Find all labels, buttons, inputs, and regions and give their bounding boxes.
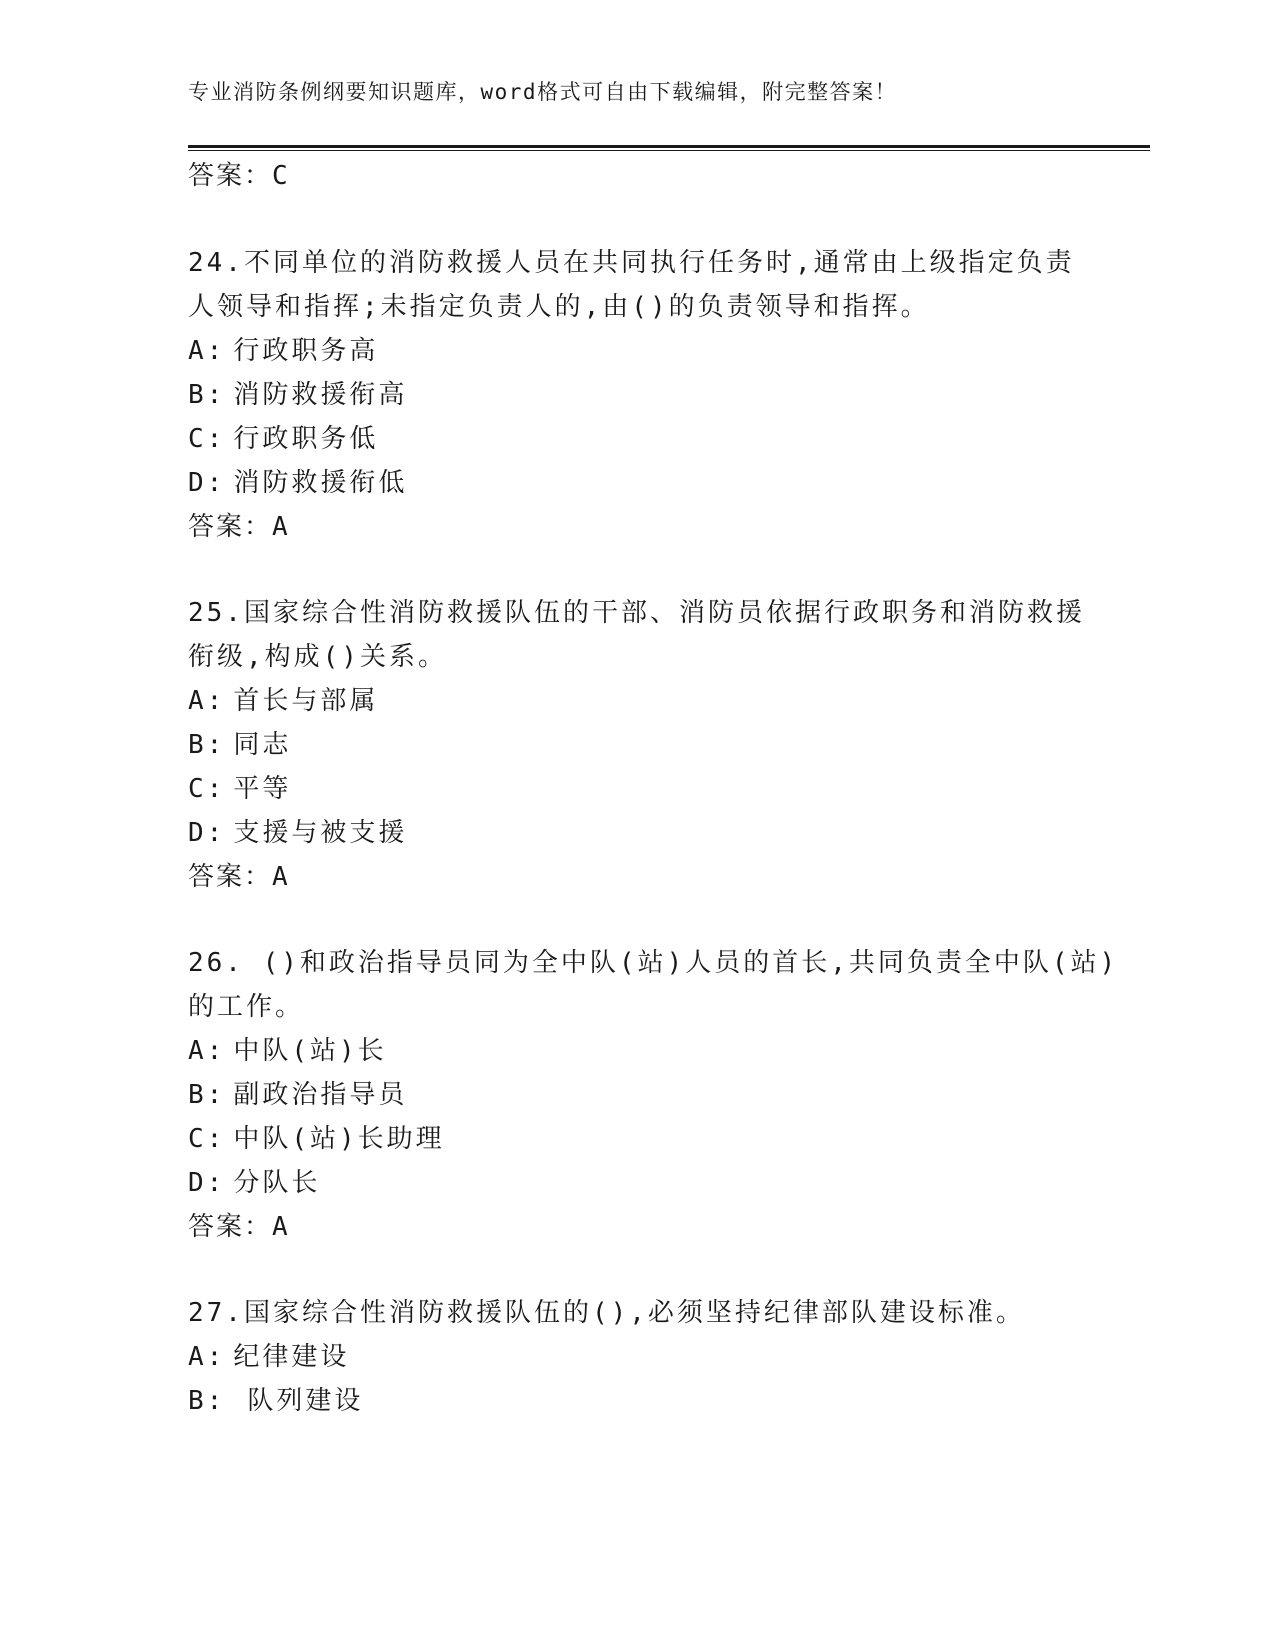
question-24-answer <box>188 506 290 543</box>
question-25-answer <box>188 856 290 893</box>
option-key: A: <box>188 336 226 366</box>
option-text: 首长与部属 <box>233 686 379 716</box>
page-header: 专业消防条例纲要知识题库，word格式可自由下载编辑，附完整答案！ <box>188 80 898 104</box>
option-text: 平等 <box>233 774 292 804</box>
question-24-option-b <box>188 374 407 411</box>
question-24-option-c <box>188 418 378 455</box>
option-key: D: <box>188 818 226 848</box>
option-text: 分队长 <box>233 1168 321 1198</box>
answer-line <box>188 155 290 192</box>
answer-label: 答案： <box>188 1212 273 1242</box>
answer-label: 答案： <box>188 161 273 191</box>
option-text: 消防救援衔高 <box>233 380 408 410</box>
option-key: D: <box>188 468 226 498</box>
question-25-option-d <box>188 812 407 849</box>
option-key: D: <box>188 1168 226 1198</box>
question-26-option-a <box>188 1030 387 1067</box>
option-text: 行政职务低 <box>233 424 379 454</box>
option-key: C: <box>188 774 226 804</box>
question-25-option-a <box>188 680 378 717</box>
option-text: 队列建设 <box>247 1386 364 1416</box>
option-key: B: <box>188 1080 226 1110</box>
option-key: C: <box>188 1124 226 1154</box>
option-key: B: <box>188 1386 226 1416</box>
question-26-stem-line1: 26. ()和政治指导员同为全中队(站)人员的首长,共同负责全中队(站) <box>188 948 1119 978</box>
answer-value: C <box>272 161 290 191</box>
question-25-stem-line2: 衔级,构成()关系。 <box>188 642 447 672</box>
question-27-option-b <box>188 1380 363 1417</box>
question-26-stem-line2: 的工作。 <box>188 992 305 1022</box>
option-text: 中队(站)长 <box>233 1036 387 1066</box>
option-text: 支援与被支援 <box>233 818 408 848</box>
question-26-answer <box>188 1206 290 1243</box>
option-text: 行政职务高 <box>233 336 379 366</box>
option-key: B: <box>188 380 226 410</box>
option-key: A: <box>188 686 226 716</box>
question-25-option-b <box>188 724 291 761</box>
option-key: B: <box>188 730 226 760</box>
question-26-option-c <box>188 1118 445 1155</box>
option-key: A: <box>188 1342 226 1372</box>
answer-value: A <box>272 862 290 892</box>
answer-value: A <box>272 512 290 542</box>
option-text: 纪律建设 <box>233 1342 350 1372</box>
question-25-stem-line1: 25.国家综合性消防救援队伍的干部、消防员依据行政职务和消防救援 <box>188 598 1085 628</box>
question-26-option-b <box>188 1074 407 1111</box>
question-24-option-a <box>188 330 378 367</box>
option-key: C: <box>188 424 226 454</box>
option-key: A: <box>188 1036 226 1066</box>
question-27-stem-line1: 27.国家综合性消防救援队伍的(),必须坚持纪律部队建设标准。 <box>188 1298 1025 1328</box>
question-26-option-d <box>188 1162 320 1199</box>
question-25-option-c <box>188 768 291 805</box>
answer-value: A <box>272 1212 290 1242</box>
question-24-stem-line1: 24.不同单位的消防救援人员在共同执行任务时,通常由上级指定负责 <box>188 248 1075 278</box>
answer-label: 答案： <box>188 862 273 892</box>
question-27-option-a <box>188 1336 349 1373</box>
option-text: 副政治指导员 <box>233 1080 408 1110</box>
question-24-stem-line2: 人领导和指挥;未指定负责人的,由()的负责领导和指挥。 <box>188 292 930 322</box>
question-24-option-d <box>188 462 407 499</box>
option-text: 消防救援衔低 <box>233 468 408 498</box>
answer-label: 答案： <box>188 512 273 542</box>
header-rule-thick <box>188 145 1150 148</box>
option-text: 同志 <box>233 730 292 760</box>
option-text: 中队(站)长助理 <box>233 1124 445 1154</box>
header-rule-thin <box>188 150 1150 151</box>
